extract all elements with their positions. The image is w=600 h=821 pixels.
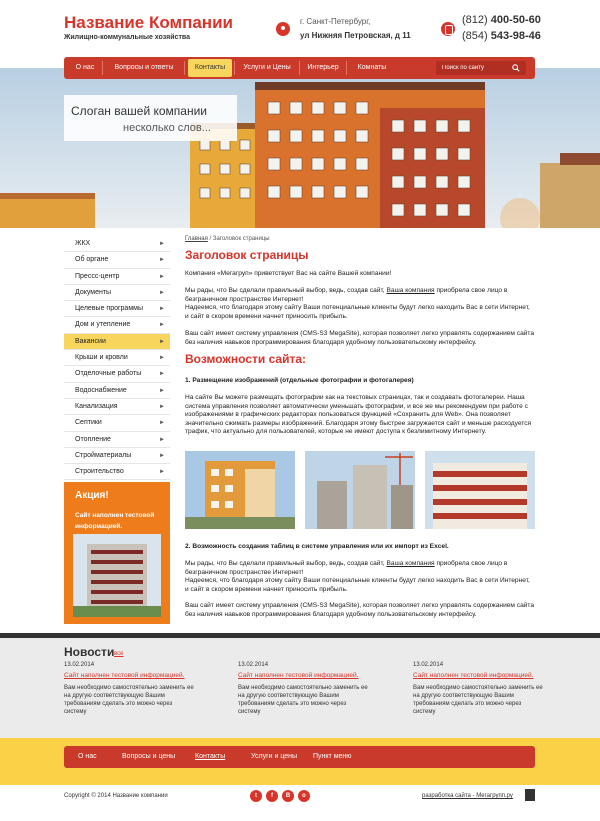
phone-number-1: (812) 400-50-60 xyxy=(462,14,541,26)
chevron-right-icon: ► xyxy=(159,322,165,329)
footer-nav-about[interactable]: О нас xyxy=(78,753,97,760)
sidebar-item-sewer[interactable]: Канализация ► xyxy=(64,399,170,415)
main-content xyxy=(185,235,535,618)
paragraph-2: Ваш сайт имеет систему управления (CMS-S3 MegaSite), которая позволяет легко управлять содержанием сайта без наличия навыков программирования благодаря удобному пользовательскому интерфейсу. xyxy=(185,330,535,346)
odnoklassniki-icon[interactable]: o xyxy=(298,790,310,802)
vk-icon[interactable]: B xyxy=(282,790,294,802)
nav-divider xyxy=(234,61,235,75)
company-link[interactable]: Ваша компания xyxy=(386,287,435,294)
chevron-right-icon: ► xyxy=(159,371,165,378)
page-title: Заголовок страницы xyxy=(185,247,309,262)
search-input[interactable] xyxy=(442,61,510,75)
chevron-right-icon: ► xyxy=(159,273,165,280)
feature-1-text: На сайте Вы можете размещать фотографии как на текстовых страницах, так и создавать фотогалереи. Наша система управления позволяет автоматически уменьшать фотографии, и все же мы рекомендуем при работе с изображениями в графических редакторах пользоваться функцией «Сохранить для Web». Она позволяет значительно сжимать размеры изображений. Благодаря этому быстрее загружается сайт и меньше расходуется трафик, что актуально для пользователей, которые не имеют доступа к безлимитному Интернету. xyxy=(185,394,532,435)
location-icon xyxy=(276,22,290,36)
news-text: Вам необходимо самостоятельно заменить ее на другую соответствующую Вашим требованиям сделать это можно через систему xyxy=(64,685,194,715)
sidebar-item-insulation[interactable]: Дом и утепление ► xyxy=(64,317,170,333)
sidebar-item-finishing[interactable]: Отделочные работы ► xyxy=(64,366,170,382)
paragraph-4: Ваш сайт имеет систему управления (CMS-S3 MegaSite), которая позволяет легко управлять содержанием сайта без наличия навыков программирования благодаря удобному пользовательскому интерфейсу. xyxy=(185,602,535,618)
nav-item-contacts[interactable]: Контакты xyxy=(188,59,232,77)
news-date: 13.02.2014 xyxy=(413,662,444,668)
developer-link[interactable]: разработка сайта - Мегагрупп.ру xyxy=(422,793,513,799)
breadcrumb-home-link[interactable]: Главная xyxy=(185,236,208,242)
news-item xyxy=(64,661,194,716)
search-icon[interactable] xyxy=(512,64,520,72)
facebook-icon[interactable]: f xyxy=(266,790,278,802)
news-text: Вам необходимо самостоятельно заменить ее на другую соответствующую Вашим требованиям сделать это можно через систему xyxy=(238,685,368,715)
sidebar-item-zhkh[interactable]: ЖКХ ► xyxy=(64,236,170,252)
nav-item-about[interactable]: О нас xyxy=(75,64,95,71)
site-header xyxy=(0,0,600,56)
search-box xyxy=(436,61,526,75)
address-street: ул Нижняя Петровская, д 11 xyxy=(300,31,411,40)
sidebar-item-construction[interactable]: Строительство ► xyxy=(64,464,170,480)
sidebar-item-about-organ[interactable]: Об органе ► xyxy=(64,252,170,268)
breadcrumb: Главная / Заголовок страницы xyxy=(185,236,270,242)
phone-icon xyxy=(441,22,455,36)
gallery-photo-3[interactable] xyxy=(425,451,535,529)
promo-title: Акция! xyxy=(75,490,109,501)
sidebar-menu xyxy=(64,236,170,480)
photo-gallery xyxy=(185,451,535,529)
company-name[interactable]: Название Компании xyxy=(64,13,233,32)
news-text: Вам необходимо самостоятельно заменить ее на другую соответствующую Вашим требованиям сделать это можно через систему xyxy=(413,685,543,715)
news-all-link[interactable]: все xyxy=(114,651,124,657)
footer-nav-services[interactable]: Услуги и цены xyxy=(251,753,298,760)
news-date: 13.02.2014 xyxy=(64,662,95,668)
chevron-right-icon: ► xyxy=(159,387,165,394)
developer-logo-icon[interactable] xyxy=(525,789,535,801)
chevron-right-icon: ► xyxy=(159,403,165,410)
chevron-right-icon: ► xyxy=(159,452,165,459)
footer-nav-contacts[interactable]: Контакты xyxy=(195,753,226,760)
news-date: 13.02.2014 xyxy=(238,662,269,668)
chevron-right-icon: ► xyxy=(159,469,165,476)
footer-nav-menu-item[interactable]: Пункт меню xyxy=(313,753,352,760)
copyright-text: Copyright © 2014 Название компании xyxy=(64,793,168,799)
company-link-2[interactable]: Ваша компания xyxy=(386,560,435,567)
chevron-right-icon: ► xyxy=(159,241,165,247)
slogan-line-1: Слоган вашей компании xyxy=(71,104,207,118)
nav-item-interior[interactable]: Интерьер xyxy=(307,64,339,71)
sidebar-item-vacancies[interactable]: Вакансии ► xyxy=(64,334,170,350)
twitter-icon[interactable]: t xyxy=(250,790,262,802)
sidebar-item-press[interactable]: Прессс-центр ► xyxy=(64,269,170,285)
sidebar-item-roofs[interactable]: Крыши и кровли ► xyxy=(64,350,170,366)
nav-divider xyxy=(184,61,185,75)
news-title: Новости xyxy=(64,645,115,659)
hero-banner xyxy=(0,68,600,228)
paragraph-1: Мы рады, что Вы сделали правильный выбор, ведь, создав сайт, Ваша компания приобрела свое лицо в безграничном пространстве Интернет! Надеемся, что благодаря этому сайту Ваши потенциальные клиенты будут легко находить Вас в сети Интернет, и сайт в скором времени начнет приносить прибыль. xyxy=(185,287,530,320)
sidebar-item-water[interactable]: Водоснабжение ► xyxy=(64,383,170,399)
chevron-right-icon: ► xyxy=(159,355,165,362)
sidebar-item-heating[interactable]: Отопление ► xyxy=(64,432,170,448)
gallery-photo-2[interactable] xyxy=(305,451,415,529)
footer-nav xyxy=(64,746,535,768)
slogan-line-2: несколько слов... xyxy=(123,122,211,134)
chevron-right-icon: ► xyxy=(159,420,165,427)
chevron-right-icon: ► xyxy=(159,257,165,264)
sidebar-item-materials[interactable]: Стройматериалы ► xyxy=(64,448,170,464)
chevron-right-icon: ► xyxy=(159,436,165,443)
news-item xyxy=(238,661,368,716)
sidebar-item-documents[interactable]: Документы ► xyxy=(64,285,170,301)
phone-number-2: (854) 543-98-46 xyxy=(462,30,541,42)
slogan-box xyxy=(64,95,237,141)
promo-building-image xyxy=(73,534,161,617)
nav-divider xyxy=(102,61,103,75)
feature-1-title: 1. Размещение изображений (отдельные фотографии и фотогалерея) xyxy=(185,377,414,384)
chevron-right-icon: ► xyxy=(159,289,165,296)
nav-item-rooms[interactable]: Комнаты xyxy=(357,64,387,71)
footer-nav-faq[interactable]: Вопросы и цены xyxy=(122,753,176,760)
news-item xyxy=(413,661,543,716)
intro-text: Компания «Мегагруп» приветствует Вас на сайте Вашей компании! xyxy=(185,270,392,277)
news-headline-link[interactable]: Сайт наполнен тестовой информацией. xyxy=(64,672,185,679)
breadcrumb-current: Заголовок страницы xyxy=(212,236,270,242)
news-headline-link[interactable]: Сайт наполнен тестовой информацией. xyxy=(238,672,359,679)
nav-item-services[interactable]: Услуги и Цены xyxy=(243,64,291,71)
promo-block[interactable] xyxy=(64,482,170,624)
nav-divider xyxy=(299,61,300,75)
gallery-photo-1[interactable] xyxy=(185,451,295,529)
nav-item-faq[interactable]: Вопросы и ответы xyxy=(114,64,174,71)
news-headline-link[interactable]: Сайт наполнен тестовой информацией. xyxy=(413,672,534,679)
company-tagline: Жилищно-коммунальные хозяйства xyxy=(64,34,190,41)
chevron-right-icon: ► xyxy=(159,306,165,313)
nav-divider xyxy=(346,61,347,75)
sidebar-item-programs[interactable]: Целевые программы ► xyxy=(64,301,170,317)
promo-text: Сайт наполнен тестовой информацией. xyxy=(75,512,155,530)
features-title: Возможности сайта: xyxy=(185,352,307,366)
sidebar-item-septic[interactable]: Септики ► xyxy=(64,415,170,431)
paragraph-3: Мы рады, что Вы сделали правильный выбор, ведь, создав сайт, Ваша компания приобрела свое лицо в безграничном пространстве Интернет! Надеемся, что благодаря этому сайту Ваши потенциальные клиенты будут легко находить Вас в сети Интернет, и сайт в скором времени начнет приносить прибыль. xyxy=(185,560,530,593)
feature-2-title: 2. Возможность создания таблиц в системе управления или их импорт из Excel. xyxy=(185,543,449,550)
banner-building-image xyxy=(0,68,600,228)
main-nav xyxy=(64,57,535,79)
chevron-right-icon: ► xyxy=(159,338,165,345)
address-city: г. Санкт-Петербург, xyxy=(300,17,371,26)
